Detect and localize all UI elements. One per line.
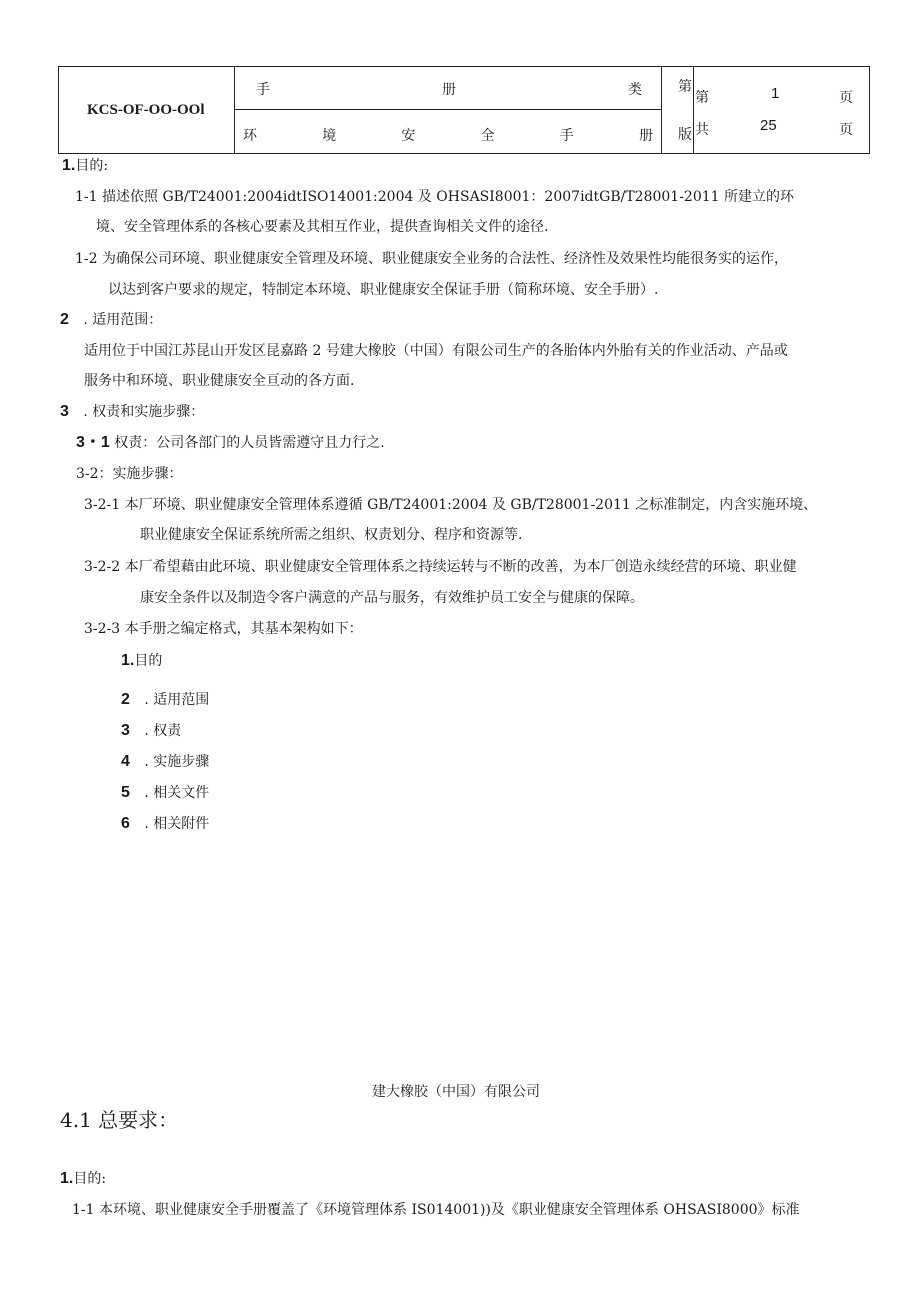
total-prefix: 共	[695, 122, 709, 138]
category-char: 册	[442, 82, 456, 98]
title-cell	[243, 125, 653, 145]
next-page-heading: 4.1 总要求：	[60, 1108, 179, 1132]
paragraph-3-2-2-line-1: 3-2-2 本厂希望藉由此环境、职业健康安全管理体系之持续运转与不断的改善，为本厂创造永续经营的环境、职业健	[84, 559, 797, 575]
section-title: . 权责和实施步骤：	[83, 404, 205, 420]
category-char: 手	[256, 82, 270, 98]
paragraph-2-line-1: 适用位于中国江苏昆山开发区昆嘉路 2 号建大橡胶（中国）有限公司生产的各胎体内外胎有关的作业活动、产品或	[84, 343, 788, 359]
table-divider	[661, 67, 662, 153]
edition-label-bottom: 版	[678, 127, 692, 143]
paragraph-3-2-title: 3-2：实施步骤：	[76, 466, 183, 482]
structure-label: . 相关附件	[144, 816, 210, 832]
paragraph-1-2-line-2: 以达到客户要求的规定，特制定本环境、职业健康安全保证手册（简称环境、安全手册）.	[108, 282, 659, 298]
page-suffix: 页	[839, 90, 853, 106]
section-number: 2	[60, 311, 69, 328]
doc-code: KCS-OF-OO-OOl	[87, 102, 205, 118]
structure-number: 6	[121, 815, 130, 832]
total-pages: 25	[760, 117, 777, 134]
structure-number: 5	[121, 784, 130, 801]
title-char: 安	[401, 128, 416, 144]
title-char: 手	[559, 128, 574, 144]
structure-label: 目的	[134, 653, 163, 669]
structure-item	[121, 815, 209, 833]
category-cell	[256, 79, 642, 99]
title-char: 境	[322, 128, 337, 144]
structure-item	[121, 691, 209, 709]
section-2-heading	[60, 311, 162, 329]
structure-number: 4	[121, 753, 130, 770]
section-title: . 适用范围：	[83, 312, 163, 328]
title-char: 册	[638, 128, 653, 144]
paragraph-3-2-2-line-2: 康安全条件以及制造令客户满意的产品与服务，有效维护员工安全与健康的保障。	[140, 590, 644, 606]
category-char: 类	[628, 82, 642, 98]
section-title: 目的:	[73, 1171, 107, 1187]
section-1-heading	[62, 157, 108, 175]
next-page-paragraph-1-1: 1-1 本环境、职业健康安全手册覆盖了《环境管理体系 IS014001))及《职业健康安全管理体系 OHSASI8000》标准	[72, 1202, 800, 1218]
structure-label: . 实施步骤	[144, 754, 210, 770]
company-footer: 建大橡胶（中国）有限公司	[372, 1084, 540, 1100]
structure-number: 2	[121, 691, 130, 708]
paragraph-1-2-line-1: 1-2 为确保公司环境、职业健康安全管理及环境、职业健康安全业务的合法性、经济性及效果性均能很务实的运作，	[75, 251, 788, 267]
structure-label: . 相关文件	[144, 785, 210, 801]
paragraph-1-1-line-2: 境、安全管理体系的各核心要素及其相互作业，提供查询相关文件的途径.	[96, 219, 549, 235]
subsection-text: 权责：公司各部门的人员皆需遵守且力行之.	[114, 435, 385, 451]
paragraph-3-2-1-line-2: 职业健康安全保证系统所需之组织、权责划分、程序和资源等.	[140, 527, 523, 543]
structure-label: . 权责	[144, 723, 182, 739]
structure-number: 1.	[121, 652, 135, 669]
structure-item	[121, 722, 181, 740]
table-divider	[693, 67, 694, 153]
table-divider	[234, 109, 662, 110]
page-prefix: 第	[695, 90, 709, 106]
structure-item	[121, 753, 209, 771]
paragraph-2-line-2: 服务中和环境、职业健康安全亘动的各方面.	[84, 373, 355, 389]
section-number: 1.	[60, 1170, 74, 1187]
page-number: 1	[771, 85, 780, 102]
structure-number: 3	[121, 722, 130, 739]
subsection-number: 3・1	[76, 434, 110, 451]
structure-item	[121, 652, 162, 670]
section-3-heading	[60, 403, 204, 421]
section-number: 1.	[62, 157, 76, 174]
paragraph-3-2-3: 3-2-3 本手册之编定格式，其基本架构如下：	[84, 621, 363, 637]
edition-label-top: 第	[678, 79, 692, 95]
paragraph-3-1	[76, 434, 385, 452]
total-suffix: 页	[839, 122, 853, 138]
paragraph-3-2-1-line-1: 3-2-1 本厂环境、职业健康安全管理体系遵循 GB/T24001:2004 及 GB/T28001-2011 之标准制定，内含实施环境、	[84, 497, 818, 513]
paragraph-1-1-line-1: 1-1 描述依照 GB/T24001:2004idtISO14001:2004 及 OHSASI8001：2007idtGB/T28001-2011 所建立的环	[75, 189, 795, 205]
table-divider	[234, 67, 235, 153]
section-title: 目的:	[75, 158, 109, 174]
next-page-section-1-heading	[60, 1170, 106, 1188]
header-table	[58, 66, 870, 154]
structure-item	[121, 784, 209, 802]
structure-label: . 适用范围	[144, 692, 210, 708]
section-number: 3	[60, 403, 69, 420]
title-char: 全	[480, 128, 495, 144]
title-char: 环	[243, 128, 257, 144]
